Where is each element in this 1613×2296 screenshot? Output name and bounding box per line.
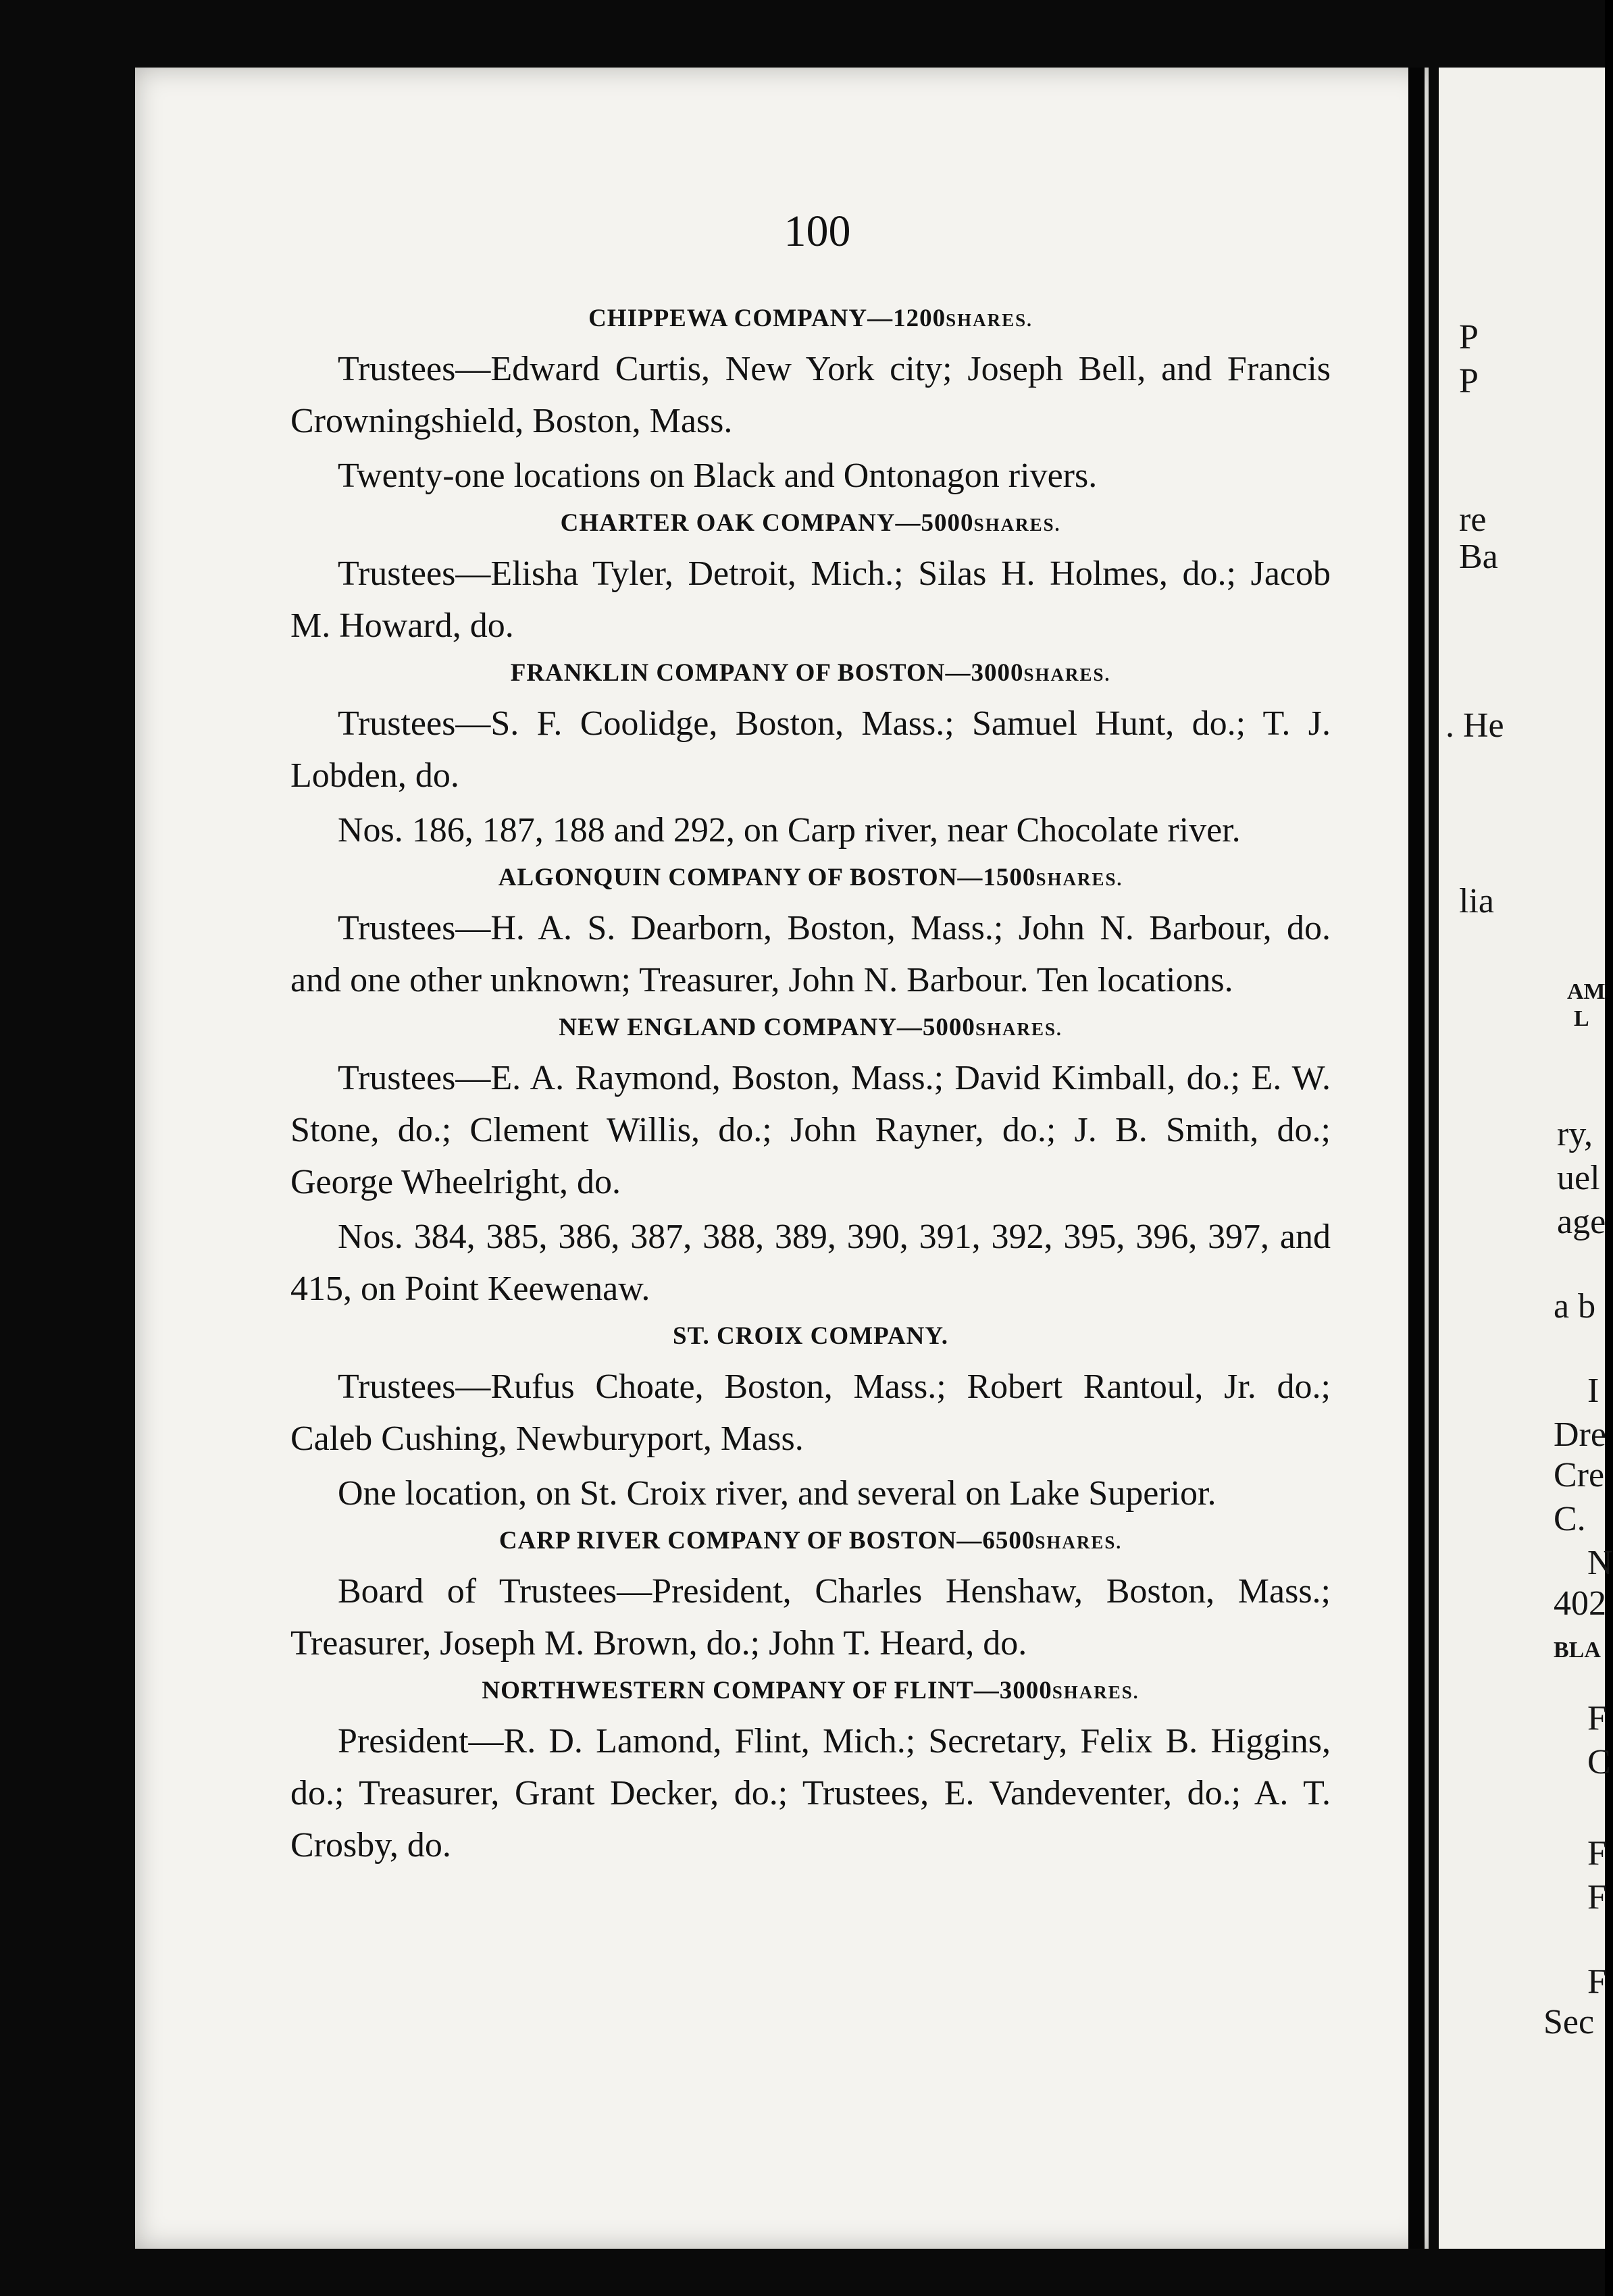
right-page-fragment: C (1587, 1743, 1611, 1781)
company-paragraph: Twenty-one locations on Black and Ontonagon rivers. (338, 456, 1098, 495)
right-page-fragment: C. (1554, 1500, 1586, 1538)
company-paragraph: Nos. 384, 385, 386, 387, 388, 389, 390, 391, 392, 395, 396, 397, and 415, on Point Keewenaw. (290, 1218, 1331, 1308)
company-paragraph: Trustees—H. A. S. Dearborn, Boston, Mass.; John N. Barbour, do. and one other unknown; Treasurer, John N. Barbour. Ten locations. (290, 909, 1331, 999)
right-page-fragment: F (1587, 1834, 1607, 1873)
company-heading: CHIPPEWA COMPANY—1200SHARES. (588, 305, 1033, 332)
right-page-fragment: BLA (1554, 1638, 1601, 1663)
right-page-fragment: I (1587, 1372, 1599, 1410)
book-spine (1408, 68, 1425, 2249)
right-page-fragment: P (1459, 318, 1479, 357)
right-page-fragment: age (1557, 1203, 1606, 1241)
right-page-fragment: P (1459, 362, 1479, 400)
right-page-fragment: lia (1459, 882, 1494, 920)
right-page-fragment: ry, (1557, 1115, 1593, 1153)
company-heading: FRANKLIN COMPANY OF BOSTON—3000SHARES. (510, 659, 1111, 687)
company-heading: NEW ENGLAND COMPANY—5000SHARES. (559, 1014, 1062, 1041)
company-paragraph: Trustees—Edward Curtis, New York city; Joseph Bell, and Francis Crowningshield, Boston, Mass. (290, 350, 1331, 440)
company-paragraph: Trustees—Rufus Choate, Boston, Mass.; Robert Rantoul, Jr. do.; Caleb Cushing, Newburyport, Mass. (290, 1367, 1331, 1458)
right-page-fragment: Dre (1554, 1415, 1606, 1454)
right-page-fragment: Cre (1554, 1456, 1605, 1494)
company-entry-chippewa (290, 303, 1331, 502)
company-paragraph: Trustees—Elisha Tyler, Detroit, Mich.; Silas H. Holmes, do.; Jacob M. Howard, do. (290, 554, 1331, 645)
company-entry-northwestern (290, 1675, 1331, 1871)
company-paragraph: Trustees—S. F. Coolidge, Boston, Mass.; Samuel Hunt, do.; T. J. Lobden, do. (290, 704, 1331, 795)
company-entry-franklin (290, 657, 1331, 856)
company-listing (290, 297, 1331, 1874)
right-page-fragment: F (1587, 1699, 1607, 1738)
right-page-fragment: F (1587, 1962, 1607, 2001)
company-paragraph: Board of Trustees—President, Charles Henshaw, Boston, Mass.; Treasurer, Joseph M. Brown, do.; John T. Heard, do. (290, 1572, 1331, 1663)
right-page-fragment: AM (1567, 979, 1606, 1004)
right-page-fragment: Ba (1459, 538, 1498, 576)
right-page-fragment: 402 (1554, 1584, 1606, 1623)
right-page-fragment: L (1574, 1006, 1589, 1031)
company-heading: CHARTER OAK COMPANY—5000SHARES. (560, 509, 1061, 537)
company-entry-st-croix (290, 1320, 1331, 1519)
company-heading: ST. CROIX COMPANY. (673, 1322, 948, 1350)
right-page-fragment: re (1459, 500, 1487, 539)
company-paragraph: President—R. D. Lamond, Flint, Mich.; Secretary, Felix B. Higgins, do.; Treasurer, Grant Decker, do.; Trustees, E. Vandeventer, do.; A. T. Crosby, do. (290, 1722, 1331, 1864)
right-page-fragment: uel (1557, 1159, 1600, 1197)
company-entry-algonquin (290, 862, 1331, 1006)
right-page-fragment: Sec (1543, 2003, 1595, 2041)
right-page-fragment: a b (1554, 1287, 1596, 1326)
company-paragraph: One location, on St. Croix river, and several on Lake Superior. (338, 1474, 1217, 1513)
company-entry-carp-river (290, 1525, 1331, 1669)
company-heading: ALGONQUIN COMPANY OF BOSTON—1500SHARES. (498, 864, 1123, 891)
company-heading: CARP RIVER COMPANY OF BOSTON—6500SHARES. (498, 1527, 1123, 1555)
company-entry-new-england (290, 1012, 1331, 1315)
company-heading: NORTHWESTERN COMPANY OF FLINT—3000SHARES. (482, 1677, 1140, 1704)
right-page-fragment: F (1587, 1878, 1607, 1916)
company-paragraph: Nos. 186, 187, 188 and 292, on Carp river, near Chocolate river. (338, 811, 1241, 850)
company-entry-charter-oak (290, 507, 1331, 652)
right-page-fragment: N (1587, 1544, 1613, 1582)
page-number: 100 (784, 207, 851, 256)
company-paragraph: Trustees—E. A. Raymond, Boston, Mass.; David Kimball, do.; E. W. Stone, do.; Clement Willis, do.; John Rayner, do.; J. B. Smith, do.; George Wheelright, do. (290, 1059, 1331, 1201)
right-page-fragment: . He (1445, 706, 1504, 745)
